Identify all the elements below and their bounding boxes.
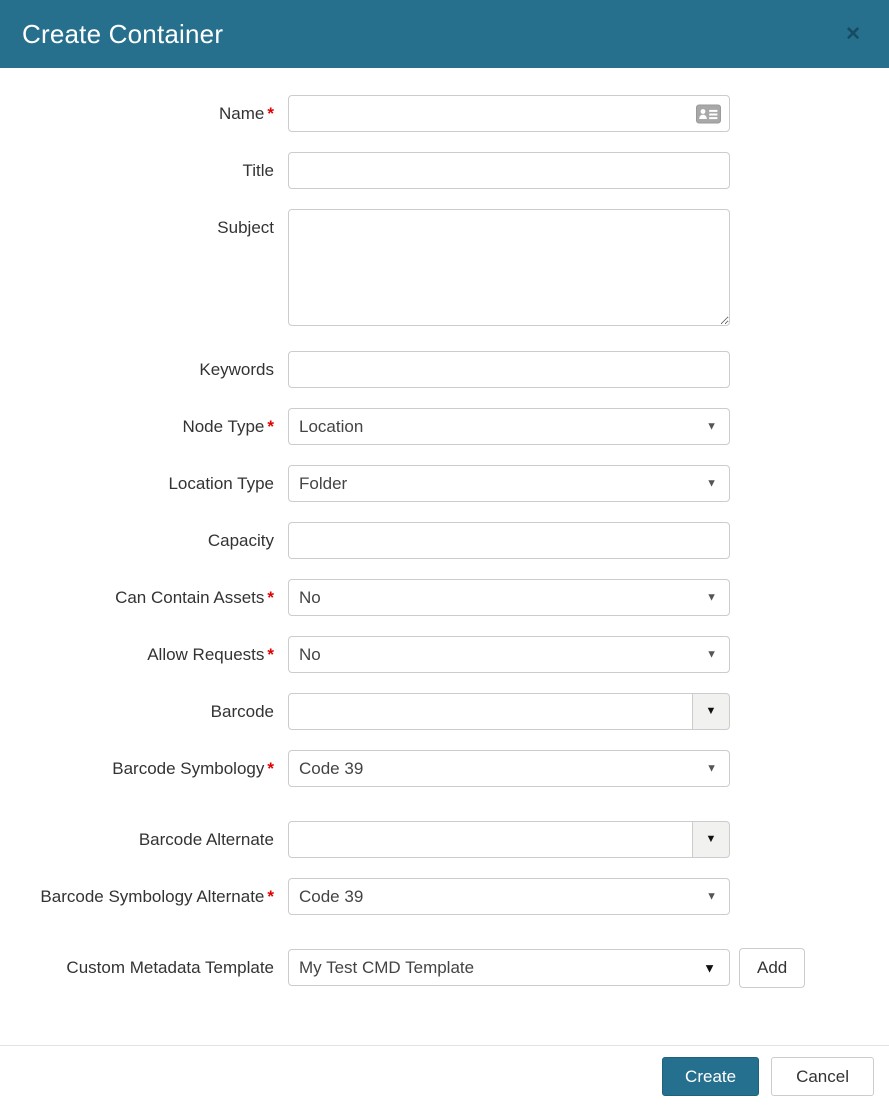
allow-requests-select[interactable] bbox=[288, 636, 730, 673]
chevron-down-icon: ▼ bbox=[706, 890, 717, 902]
capacity-input[interactable] bbox=[288, 522, 730, 559]
title-input[interactable] bbox=[288, 152, 730, 189]
barcode-symbology-alternate-label: Barcode Symbology Alternate * bbox=[40, 887, 274, 906]
chevron-down-icon: ▼ bbox=[706, 420, 717, 432]
form-row-barcode bbox=[0, 693, 889, 730]
capacity-label: Capacity bbox=[207, 531, 274, 550]
keywords-label: Keywords bbox=[199, 360, 274, 379]
barcode-dropdown-button[interactable] bbox=[692, 693, 730, 730]
barcode-symbology-alternate-select[interactable] bbox=[288, 878, 730, 915]
subject-textarea[interactable] bbox=[288, 209, 730, 326]
node-type-select[interactable] bbox=[288, 408, 730, 445]
location-type-select[interactable] bbox=[288, 465, 730, 502]
chevron-down-icon: ▼ bbox=[703, 960, 716, 975]
node-type-label: Node Type * bbox=[182, 417, 274, 436]
barcode-alternate-input[interactable] bbox=[288, 821, 693, 858]
form-row-barcode-symbology-alternate bbox=[0, 878, 889, 915]
dialog-body bbox=[0, 68, 889, 1045]
required-asterisk: * bbox=[267, 759, 274, 778]
title-label: Title bbox=[242, 161, 274, 180]
form-row-barcode-symbology bbox=[0, 750, 889, 787]
required-asterisk: * bbox=[267, 417, 274, 436]
required-asterisk: * bbox=[267, 887, 274, 906]
subject-label: Subject bbox=[217, 218, 274, 237]
name-input[interactable] bbox=[288, 95, 730, 132]
close-button[interactable] bbox=[839, 21, 867, 48]
chevron-down-icon: ▼ bbox=[706, 477, 717, 489]
barcode-alternate-label: Barcode Alternate bbox=[138, 830, 274, 849]
chevron-down-icon: ▼ bbox=[706, 762, 717, 774]
chevron-down-icon: ▼ bbox=[705, 705, 717, 717]
form-row-node-type bbox=[0, 408, 889, 445]
chevron-down-icon: ▼ bbox=[705, 833, 717, 845]
required-asterisk: * bbox=[267, 645, 274, 664]
barcode-symbology-label: Barcode Symbology * bbox=[112, 759, 274, 778]
barcode-label: Barcode bbox=[210, 702, 274, 721]
location-type-label: Location Type bbox=[168, 474, 274, 493]
dialog-title: Create Container bbox=[22, 18, 224, 49]
form-row-subject bbox=[0, 209, 889, 331]
barcode-input[interactable] bbox=[288, 693, 693, 730]
barcode-alternate-dropdown-button[interactable] bbox=[692, 821, 730, 858]
custom-metadata-template-label: Custom Metadata Template bbox=[66, 958, 274, 977]
name-label: Name * bbox=[219, 104, 274, 123]
form-row-location-type bbox=[0, 465, 889, 502]
keywords-input[interactable] bbox=[288, 351, 730, 388]
form-row-keywords bbox=[0, 351, 889, 388]
create-button[interactable]: Create bbox=[662, 1057, 759, 1096]
required-asterisk: * bbox=[267, 588, 274, 607]
dialog-footer bbox=[0, 1045, 889, 1116]
form-row-custom-metadata-template bbox=[0, 949, 889, 988]
cancel-button[interactable]: Cancel bbox=[771, 1057, 874, 1096]
dialog-header bbox=[0, 0, 889, 68]
can-contain-assets-select[interactable] bbox=[288, 579, 730, 616]
barcode-symbology-select[interactable] bbox=[288, 750, 730, 787]
allow-requests-label: Allow Requests * bbox=[147, 645, 274, 664]
can-contain-assets-label: Can Contain Assets * bbox=[115, 588, 274, 607]
chevron-down-icon: ▼ bbox=[706, 648, 717, 660]
form-row-can-contain-assets bbox=[0, 579, 889, 616]
form-row-allow-requests bbox=[0, 636, 889, 673]
add-button[interactable]: Add bbox=[739, 948, 805, 988]
form-row-title bbox=[0, 152, 889, 189]
close-icon: ✕ bbox=[845, 23, 861, 45]
custom-metadata-template-select[interactable] bbox=[288, 949, 730, 986]
form-row-name bbox=[0, 95, 889, 132]
chevron-down-icon: ▼ bbox=[706, 591, 717, 603]
form-row-capacity bbox=[0, 522, 889, 559]
required-asterisk: * bbox=[267, 104, 274, 123]
form-row-barcode-alternate bbox=[0, 821, 889, 858]
